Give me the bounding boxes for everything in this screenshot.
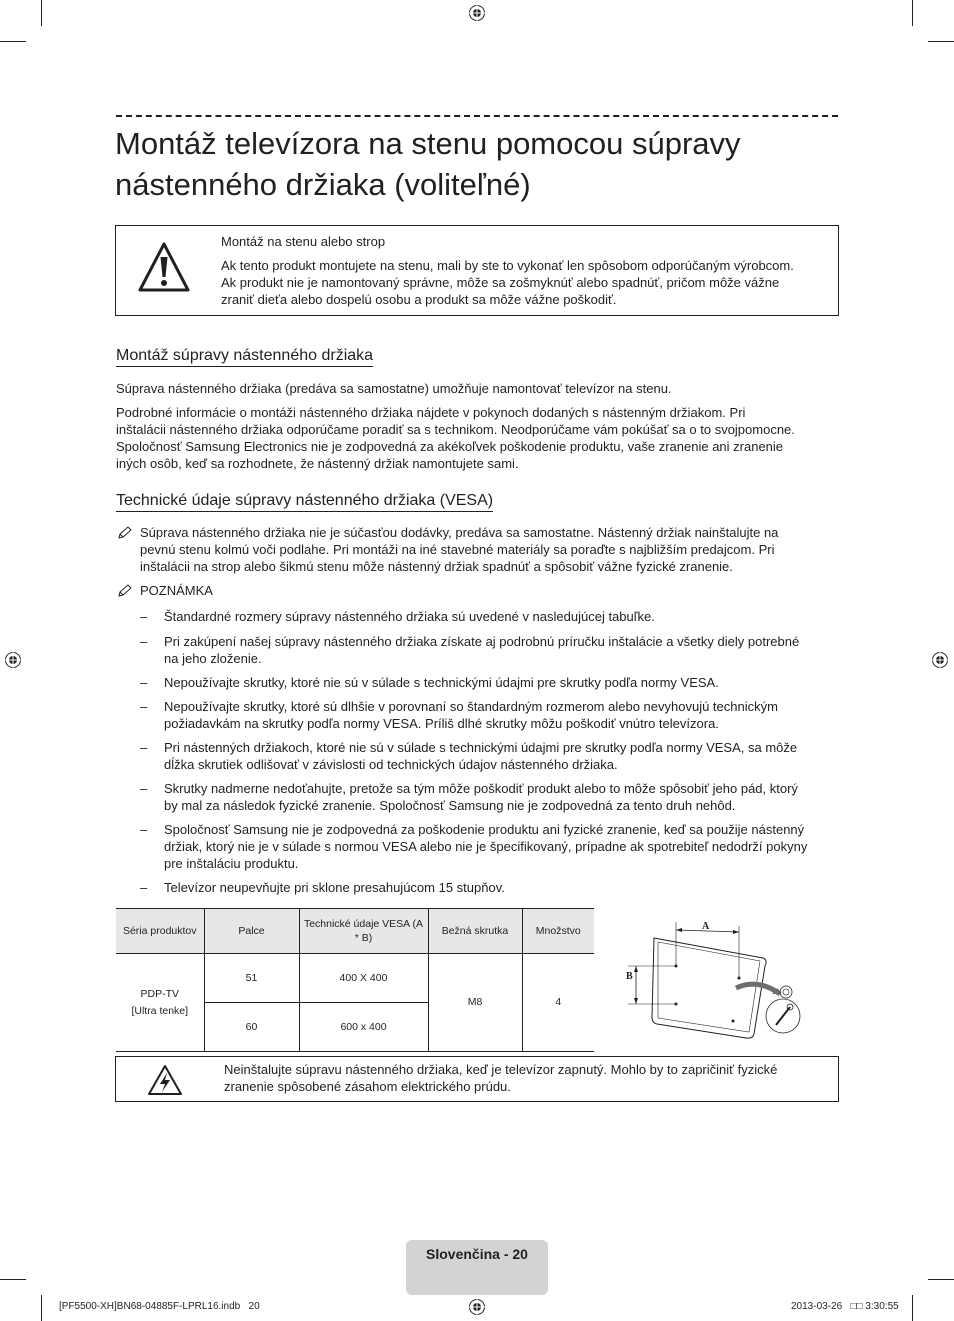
title-line: Montáž televízora na stenu pomocou súpravy xyxy=(115,126,741,161)
registration-mark-icon xyxy=(931,651,949,669)
dash-bullet: – xyxy=(140,740,148,755)
registration-mark-icon xyxy=(468,1298,486,1316)
dash-bullet: – xyxy=(140,781,148,796)
crop-mark xyxy=(41,1295,42,1321)
list-item-line: dĺžka skrutiek odlišovať v závislosti od technických údajov nástenného držiaka. xyxy=(164,757,618,772)
list-item-line: Štandardné rozmery súpravy nástenného držiaka sú uvedené v nasledujúcej tabuľke. xyxy=(164,609,655,624)
table-header-cell: Technické údaje VESA (A * B) xyxy=(299,909,428,954)
note-line: inštalácii na strop alebo šikmú stenu môže nástenný držiak spadnúť a spôsobiť vážne fyzické zranenie. xyxy=(140,559,733,574)
warning-line: Neinštalujte súpravu nástenného držiaka, keď je televízor zapnutý. Mohlo by to zapričiniť fyzické xyxy=(224,1062,778,1077)
note-line: Súprava nástenného držiaka nie je súčasťou dodávky, predáva sa samostatne. Nástenný držiak nainštalujte na xyxy=(140,525,779,540)
dash-bullet: – xyxy=(140,699,148,714)
paragraph-line: iných osôb, keď sa rozhodnete, že nástenný držiak namontujete sami. xyxy=(116,456,519,471)
dimension-label-b: B xyxy=(626,971,633,982)
note-label: POZNÁMKA xyxy=(140,583,213,598)
note-wall-kit xyxy=(116,524,836,575)
list-item-line: Televízor neupevňujte pri sklone presahujúcom 15 stupňov. xyxy=(164,880,505,895)
table-header-cell: Palce xyxy=(204,909,299,954)
list-item-line: požiadavkám na skrutky podľa normy VESA. Príliš dlhé skrutky môžu poškodiť vnútro televízora. xyxy=(164,716,719,731)
vesa-cell: 600 x 400 xyxy=(299,1003,428,1052)
series-subtype: [Ultra tenke] xyxy=(131,1004,189,1017)
dash-bullet: – xyxy=(140,609,148,624)
list-item-line: držiak, ktorý nie je v súlade s normou VESA alebo nie je špecifikovaný, prípadne ak spotrebiteľ nedodrží pokyny xyxy=(164,839,808,854)
mounting-intro-paragraph: Súprava nástenného držiaka (predáva sa samostatne) umožňuje namontovať televízor na stenu. xyxy=(116,381,672,396)
title-line: nástenného držiaka (voliteľné) xyxy=(115,167,531,202)
paragraph-line: Spoločnosť Samsung Electronics nie je zodpovedná za akékoľvek poškodenie produktu, vaše zranenie ani zranenie xyxy=(116,439,784,454)
tv-back-vesa-diagram xyxy=(618,908,814,1044)
series-cell xyxy=(116,954,204,1052)
title-rule xyxy=(116,115,838,117)
crop-mark xyxy=(912,1295,913,1321)
dash-bullet: – xyxy=(140,675,148,690)
vesa-cell: 400 X 400 xyxy=(299,954,428,1003)
crop-mark xyxy=(41,0,42,26)
list-item-line: Nepoužívajte skrutky, ktoré nie sú v súlade s technickými údajmi pre skrutky podľa normy VESA. xyxy=(164,675,719,690)
dash-bullet: – xyxy=(140,880,148,895)
dash-bullet: – xyxy=(140,634,148,649)
list-item-line: Pri zakúpení našej súpravy nástenného držiaka získate aj podrobnú príručku inštalácie a všetky diely potrebné xyxy=(164,634,800,649)
crop-mark xyxy=(928,41,954,42)
table-header-row xyxy=(116,909,594,954)
warning-triangle-icon xyxy=(137,240,191,296)
note-line: pevnú stenu kolmú voči podlahe. Pri montáži na iné stavebné materiály sa poraďte s najbližším predajcom. Pri xyxy=(140,542,775,557)
list-item-line: Skrutky nadmerne nedoťahujte, pretože sa tým môže poškodiť produkt alebo to môže spôsobiť jeho pád, ktorý xyxy=(164,781,798,796)
list-item-line: by mal za následok fyzické zranenie. Spoločnosť Samsung nie je zodpovedná za tento druh nehôd. xyxy=(164,798,736,813)
registration-mark-icon xyxy=(4,651,22,669)
table-row xyxy=(116,954,594,1003)
crop-mark xyxy=(928,1279,954,1280)
list-item-line: Nepoužívajte skrutky, ktoré sú dlhšie v porovnaní so štandardným rozmerom alebo nevyhovujú technickým xyxy=(164,699,778,714)
crop-mark xyxy=(912,0,913,26)
mounting-detail-paragraph xyxy=(116,404,836,472)
section-heading-mounting: Montáž súpravy nástenného držiaka xyxy=(116,346,373,367)
warning-line: Ak tento produkt montujete na stenu, mali by ste to vykonať len spôsobom odporúčaným výrobcom. xyxy=(221,258,794,273)
inch-cell: 51 xyxy=(204,954,299,1003)
series-name: PDP-TV xyxy=(140,987,179,1000)
note-pencil-icon xyxy=(116,526,134,540)
paragraph-line: Podrobné informácie o montáži nástenného držiaka nájdete v pokynoch dodaných s nástenným držiakom. Pri xyxy=(116,405,746,420)
list-item-line: Pri nástenných držiakoch, ktoré nie sú v súlade s technickými údajmi pre skrutky podľa normy VESA, sa môže xyxy=(164,740,798,755)
list-item-line: Spoločnosť Samsung nie je zodpovedná za poškodenie produktu ani fyzické zranenie, keď sa použije nástenný xyxy=(164,822,805,837)
warning-heading: Montáž na stenu alebo strop xyxy=(221,234,386,249)
quantity-cell: 4 xyxy=(522,954,594,1052)
page-number-label: Slovenčina - 20 xyxy=(426,1246,528,1262)
page-title xyxy=(115,123,855,205)
crop-mark xyxy=(0,41,26,42)
registration-mark-icon xyxy=(468,4,486,22)
note-pencil-icon xyxy=(116,584,134,598)
dimension-label-a: A xyxy=(702,921,710,932)
list-item-line: na jeho zloženie. xyxy=(164,651,262,666)
section-heading-vesa: Technické údaje súpravy nástenného držiaka (VESA) xyxy=(116,491,493,512)
note-poznamka xyxy=(116,582,836,599)
warning-line: Ak produkt nie je namontovaný správne, môže sa zošmyknúť alebo spadnúť, pričom môže vážne xyxy=(221,275,780,290)
warning-line: zraniť dieťa alebo dospelú osobu a produkt sa môže vážne poškodiť. xyxy=(221,292,617,307)
vesa-spec-table xyxy=(116,908,594,1052)
inch-cell: 60 xyxy=(204,1003,299,1052)
footer-timestamp: 2013-03-26 □□ 3:30:55 xyxy=(791,1301,899,1312)
crop-mark xyxy=(0,1279,26,1280)
footer-file-info: [PF5500-XH]BN68-04885F-LPRL16.indb 20 xyxy=(59,1301,260,1312)
paragraph-line: inštalácii nástenného držiaka odporúčame poradiť sa s technikom. Neodporúčame vám pokúšať sa o to svojpomocne. xyxy=(116,422,795,437)
electric-shock-warning-text xyxy=(224,1061,824,1095)
screw-cell: M8 xyxy=(428,954,522,1052)
list-item-line: pre inštaláciu produktu. xyxy=(164,856,299,871)
wall-mount-warning-text xyxy=(221,233,831,308)
warning-line: zranenie spôsobené zásahom elektrického prúdu. xyxy=(224,1079,511,1094)
table-header-cell: Množstvo xyxy=(522,909,594,954)
dash-bullet: – xyxy=(140,822,148,837)
table-header-cell: Séria produktov xyxy=(116,909,204,954)
electric-shock-warning-icon xyxy=(147,1064,183,1096)
table-header-cell: Bežná skrutka xyxy=(428,909,522,954)
